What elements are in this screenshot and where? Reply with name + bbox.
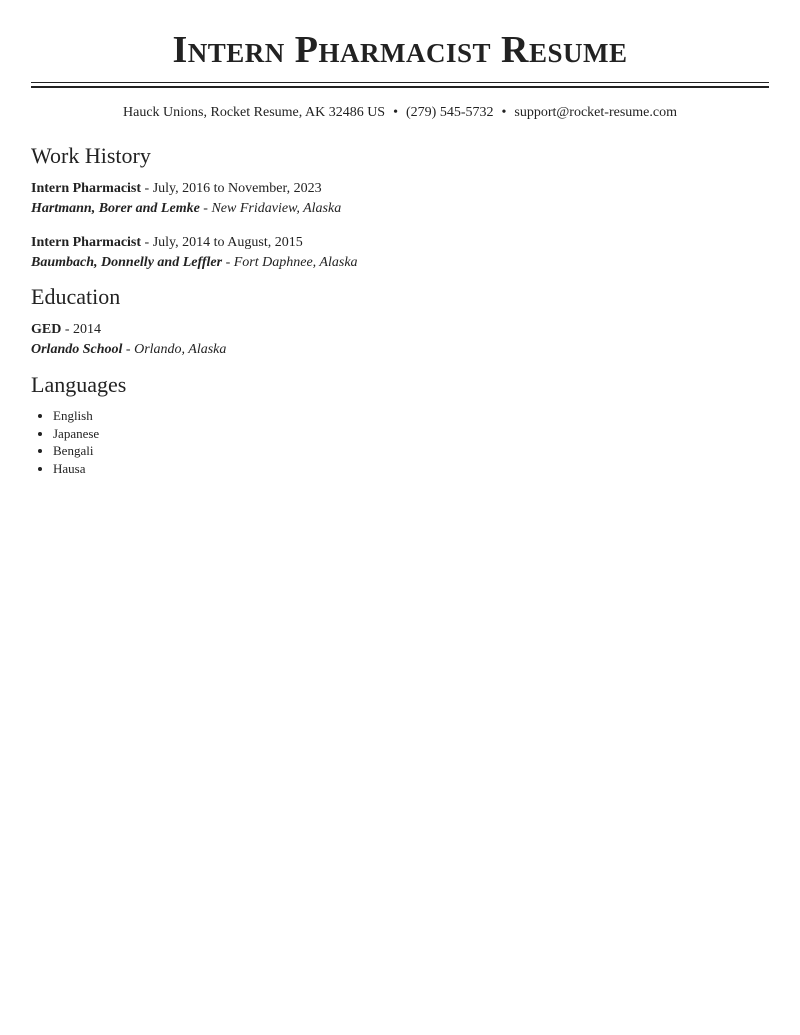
language-item: • Hausa [53,460,99,478]
job-title-line: Intern Pharmacist - July, 2014 to August, 2015 [31,235,303,250]
title-divider [31,82,769,88]
job-dates: July, 2016 to November, 2023 [152,181,322,196]
work-history-entry [31,179,769,219]
school-location: Orlando, Alaska [134,342,227,357]
employer-line: Baumbach, Donnelly and Leffler - Fort Daphnee, Alaska [31,255,358,270]
education-heading: Education [31,284,121,309]
employer-location: New Fridaview, Alaska [211,201,342,216]
degree: GED [31,322,62,337]
employer-name: Baumbach, Donnelly and Leffler [31,255,223,270]
languages-list [31,407,99,477]
contact-line [31,104,769,122]
degree-year: 2014 [73,322,102,337]
languages-heading: Languages [31,372,127,397]
degree-line: GED - 2014 [31,322,102,337]
employer-name: Hartmann, Borer and Lemke [31,201,200,216]
language-item: • English [53,407,99,425]
job-dates: July, 2014 to August, 2015 [152,235,303,250]
job-title: Intern Pharmacist [31,181,142,196]
job-title: Intern Pharmacist [31,235,142,250]
language-item: • Japanese [53,425,99,443]
contact-separator: • [501,105,507,120]
employer-location: Fort Daphnee, Alaska [233,255,358,270]
contact-address: Hauck Unions, Rocket Resume, AK 32486 US [123,105,386,120]
employer-line: Hartmann, Borer and Lemke - New Fridaview, Alaska [31,201,342,216]
education-entry [31,320,769,360]
work-history-entry [31,233,769,273]
page-title: Intern Pharmacist Resume [172,29,628,71]
job-title-line: Intern Pharmacist - July, 2016 to November, 2023 [31,181,322,196]
contact-separator: • [393,105,398,120]
language-item: • Bengali [53,442,99,460]
work-history-heading: Work History [31,143,151,168]
contact-phone: (279) 545-5732 [406,105,494,120]
contact-email: support@rocket-resume.com [514,105,677,120]
school-name: Orlando School [31,342,123,357]
school-line: Orlando School - Orlando, Alaska [31,342,227,357]
